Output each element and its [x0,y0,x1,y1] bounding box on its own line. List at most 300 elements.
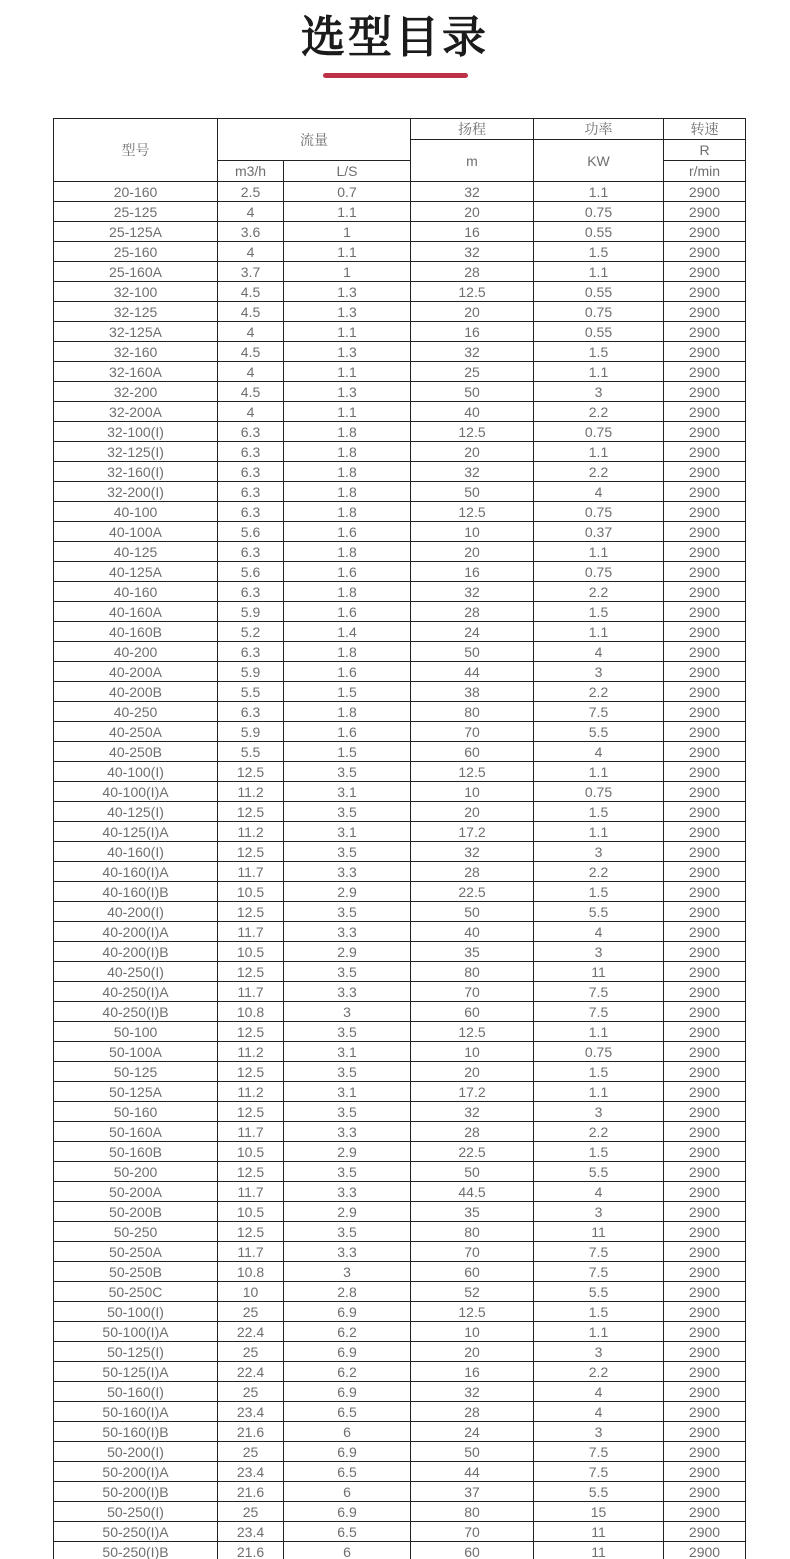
cell-flow-m3h: 4.5 [218,342,284,362]
cell-flow-m3h: 10.5 [218,942,284,962]
cell-flow-m3h: 11.2 [218,822,284,842]
cell-model: 50-160A [54,1122,218,1142]
cell-model: 32-100(I) [54,422,218,442]
cell-flow-ls: 1.3 [284,302,411,322]
cell-head: 50 [411,1442,534,1462]
cell-power: 5.5 [534,1162,664,1182]
cell-flow-ls: 1.8 [284,462,411,482]
cell-speed: 2900 [664,562,746,582]
cell-power: 1.1 [534,362,664,382]
cell-head: 40 [411,922,534,942]
cell-flow-ls: 6 [284,1542,411,1559]
cell-power: 1.1 [534,182,664,202]
header-head-unit: m [411,140,534,182]
cell-power: 7.5 [534,1462,664,1482]
cell-power: 1.1 [534,1322,664,1342]
cell-power: 2.2 [534,1122,664,1142]
cell-model: 40-160(I) [54,842,218,862]
cell-power: 7.5 [534,1002,664,1022]
cell-head: 60 [411,1002,534,1022]
cell-speed: 2900 [664,1162,746,1182]
cell-head: 50 [411,642,534,662]
cell-head: 50 [411,902,534,922]
cell-power: 1.5 [534,242,664,262]
cell-head: 17.2 [411,822,534,842]
table-row [54,462,746,482]
cell-power: 1.5 [534,1062,664,1082]
cell-flow-ls: 3.5 [284,1222,411,1242]
table-row [54,882,746,902]
cell-model: 50-160(I)B [54,1422,218,1442]
cell-flow-m3h: 22.4 [218,1362,284,1382]
table-row [54,642,746,662]
cell-model: 50-200A [54,1182,218,1202]
cell-power: 4 [534,482,664,502]
cell-speed: 2900 [664,782,746,802]
cell-head: 17.2 [411,1082,534,1102]
cell-head: 20 [411,1342,534,1362]
table-row [54,502,746,522]
cell-head: 20 [411,802,534,822]
cell-head: 60 [411,1262,534,1282]
cell-model: 50-160(I)A [54,1402,218,1422]
table-row [54,442,746,462]
table-row [54,1542,746,1559]
cell-flow-ls: 1.6 [284,602,411,622]
cell-flow-m3h: 2.5 [218,182,284,202]
cell-power: 1.5 [534,1142,664,1162]
cell-speed: 2900 [664,1502,746,1522]
cell-power: 1.1 [534,542,664,562]
cell-power: 1.1 [534,822,664,842]
cell-power: 1.1 [534,442,664,462]
cell-flow-ls: 3 [284,1262,411,1282]
cell-flow-ls: 1.8 [284,442,411,462]
cell-flow-m3h: 12.5 [218,1222,284,1242]
table-row [54,402,746,422]
header-speed-unit: r/min [664,161,746,182]
cell-power: 5.5 [534,1482,664,1502]
cell-speed: 2900 [664,1182,746,1202]
cell-flow-m3h: 11.7 [218,1242,284,1262]
cell-flow-ls: 1.6 [284,522,411,542]
cell-model: 50-250A [54,1242,218,1262]
cell-speed: 2900 [664,822,746,842]
cell-model: 40-250B [54,742,218,762]
cell-power: 1.1 [534,1082,664,1102]
cell-power: 15 [534,1502,664,1522]
cell-head: 12.5 [411,502,534,522]
cell-flow-ls: 3.3 [284,982,411,1002]
cell-power: 0.75 [534,1042,664,1062]
cell-head: 70 [411,982,534,1002]
cell-head: 80 [411,1502,534,1522]
cell-speed: 2900 [664,522,746,542]
table-row [54,1302,746,1322]
cell-model: 50-250 [54,1222,218,1242]
cell-head: 40 [411,402,534,422]
cell-flow-m3h: 12.5 [218,1022,284,1042]
cell-flow-m3h: 11.7 [218,982,284,1002]
table-row [54,1402,746,1422]
cell-head: 12.5 [411,282,534,302]
table-row [54,482,746,502]
cell-flow-m3h: 10 [218,1282,284,1302]
cell-flow-ls: 1.1 [284,202,411,222]
cell-flow-ls: 6 [284,1422,411,1442]
cell-flow-ls: 3.3 [284,1242,411,1262]
cell-flow-ls: 1.5 [284,682,411,702]
table-row [54,722,746,742]
cell-power: 1.1 [534,622,664,642]
cell-head: 32 [411,842,534,862]
cell-flow-m3h: 5.6 [218,562,284,582]
cell-model: 32-200A [54,402,218,422]
cell-flow-ls: 2.9 [284,1142,411,1162]
cell-flow-m3h: 23.4 [218,1522,284,1542]
cell-flow-m3h: 10.5 [218,882,284,902]
cell-speed: 2900 [664,862,746,882]
cell-power: 0.55 [534,322,664,342]
table-row [54,1482,746,1502]
table-row [54,802,746,822]
cell-speed: 2900 [664,482,746,502]
cell-power: 4 [534,922,664,942]
cell-flow-ls: 3.5 [284,842,411,862]
cell-flow-ls: 6.9 [284,1442,411,1462]
cell-flow-m3h: 5.6 [218,522,284,542]
cell-speed: 2900 [664,742,746,762]
cell-flow-m3h: 6.3 [218,482,284,502]
cell-flow-ls: 2.9 [284,1202,411,1222]
cell-flow-ls: 3 [284,1002,411,1022]
cell-speed: 2900 [664,262,746,282]
table-row [54,562,746,582]
table-row [54,1502,746,1522]
cell-head: 12.5 [411,422,534,442]
cell-speed: 2900 [664,1222,746,1242]
cell-flow-m3h: 6.3 [218,422,284,442]
cell-flow-ls: 1.8 [284,422,411,442]
cell-flow-m3h: 12.5 [218,762,284,782]
cell-flow-m3h: 12.5 [218,1102,284,1122]
cell-power: 0.75 [534,202,664,222]
cell-speed: 2900 [664,582,746,602]
cell-head: 12.5 [411,1302,534,1322]
cell-power: 2.2 [534,402,664,422]
cell-flow-m3h: 6.3 [218,442,284,462]
cell-model: 40-125(I)A [54,822,218,842]
cell-flow-m3h: 4.5 [218,382,284,402]
cell-flow-m3h: 6.3 [218,502,284,522]
table-row [54,1422,746,1442]
cell-power: 3 [534,382,664,402]
cell-model: 40-250(I)B [54,1002,218,1022]
table-row [54,1042,746,1062]
cell-power: 11 [534,1542,664,1559]
cell-speed: 2900 [664,922,746,942]
table-body [54,182,746,1559]
cell-flow-m3h: 5.9 [218,602,284,622]
cell-head: 20 [411,1062,534,1082]
header-flow-ls: L/S [284,161,411,182]
table-row [54,1162,746,1182]
cell-flow-ls: 1.3 [284,282,411,302]
cell-power: 0.37 [534,522,664,542]
cell-flow-ls: 3.5 [284,902,411,922]
cell-power: 11 [534,1222,664,1242]
table-row [54,782,746,802]
cell-speed: 2900 [664,982,746,1002]
cell-power: 1.5 [534,1302,664,1322]
cell-power: 0.75 [534,502,664,522]
cell-speed: 2900 [664,1462,746,1482]
cell-model: 40-160 [54,582,218,602]
cell-head: 24 [411,622,534,642]
cell-speed: 2900 [664,222,746,242]
cell-flow-ls: 3.5 [284,802,411,822]
table-row [54,922,746,942]
header-model: 型号 [54,119,218,182]
table-row [54,1522,746,1542]
cell-speed: 2900 [664,1542,746,1559]
cell-flow-ls: 1.6 [284,722,411,742]
cell-speed: 2900 [664,322,746,342]
cell-flow-ls: 1.8 [284,642,411,662]
cell-head: 28 [411,262,534,282]
table-row [54,1322,746,1342]
cell-flow-m3h: 25 [218,1502,284,1522]
table-row [54,702,746,722]
cell-power: 3 [534,1342,664,1362]
cell-speed: 2900 [664,462,746,482]
cell-flow-m3h: 3.7 [218,262,284,282]
cell-speed: 2900 [664,302,746,322]
cell-speed: 2900 [664,1282,746,1302]
cell-speed: 2900 [664,1382,746,1402]
cell-flow-ls: 1.3 [284,342,411,362]
cell-head: 20 [411,202,534,222]
header-flow-m3h: m3/h [218,161,284,182]
cell-model: 40-200A [54,662,218,682]
cell-flow-m3h: 4 [218,362,284,382]
table-row [54,182,746,202]
cell-speed: 2900 [664,962,746,982]
cell-head: 38 [411,682,534,702]
cell-flow-ls: 1.1 [284,322,411,342]
cell-speed: 2900 [664,1322,746,1342]
cell-flow-m3h: 23.4 [218,1402,284,1422]
cell-head: 10 [411,782,534,802]
cell-model: 50-125(I)A [54,1362,218,1382]
cell-flow-m3h: 4 [218,322,284,342]
cell-head: 35 [411,942,534,962]
cell-head: 16 [411,562,534,582]
cell-speed: 2900 [664,902,746,922]
cell-speed: 2900 [664,1262,746,1282]
cell-flow-ls: 3.3 [284,862,411,882]
cell-head: 22.5 [411,882,534,902]
cell-model: 40-200 [54,642,218,662]
cell-speed: 2900 [664,722,746,742]
cell-head: 50 [411,382,534,402]
cell-speed: 2900 [664,1102,746,1122]
cell-flow-ls: 6.9 [284,1382,411,1402]
table-row [54,1462,746,1482]
cell-model: 50-200(I)A [54,1462,218,1482]
cell-flow-ls: 1.8 [284,582,411,602]
cell-power: 5.5 [534,902,664,922]
cell-speed: 2900 [664,842,746,862]
cell-flow-ls: 0.7 [284,182,411,202]
cell-model: 25-125 [54,202,218,222]
cell-flow-ls: 2.9 [284,942,411,962]
table-header [54,119,746,182]
cell-flow-m3h: 11.7 [218,1122,284,1142]
cell-speed: 2900 [664,642,746,662]
cell-head: 32 [411,242,534,262]
cell-model: 50-200 [54,1162,218,1182]
cell-power: 1.1 [534,262,664,282]
cell-flow-m3h: 12.5 [218,902,284,922]
cell-power: 2.2 [534,462,664,482]
cell-power: 0.75 [534,302,664,322]
table-row [54,682,746,702]
table-row [54,982,746,1002]
cell-power: 4 [534,1402,664,1422]
cell-flow-m3h: 21.6 [218,1542,284,1559]
cell-speed: 2900 [664,1202,746,1222]
cell-power: 7.5 [534,702,664,722]
cell-flow-m3h: 10.5 [218,1142,284,1162]
cell-flow-m3h: 4 [218,202,284,222]
table-row [54,1222,746,1242]
cell-flow-m3h: 11.7 [218,862,284,882]
table-row [54,842,746,862]
table-row [54,862,746,882]
cell-head: 37 [411,1482,534,1502]
cell-model: 25-160A [54,262,218,282]
cell-power: 2.2 [534,1362,664,1382]
cell-flow-ls: 3.5 [284,1162,411,1182]
cell-model: 32-100 [54,282,218,302]
header-power-unit: KW [534,140,664,182]
cell-power: 11 [534,1522,664,1542]
cell-flow-m3h: 11.7 [218,1182,284,1202]
cell-flow-m3h: 4 [218,402,284,422]
table-row [54,1242,746,1262]
cell-power: 0.75 [534,562,664,582]
cell-flow-m3h: 11.2 [218,1042,284,1062]
cell-model: 40-250(I)A [54,982,218,1002]
table-row [54,222,746,242]
cell-power: 4 [534,642,664,662]
cell-head: 32 [411,1382,534,1402]
cell-model: 40-125(I) [54,802,218,822]
cell-head: 60 [411,1542,534,1559]
cell-flow-m3h: 4.5 [218,302,284,322]
cell-speed: 2900 [664,442,746,462]
cell-flow-ls: 3.1 [284,782,411,802]
cell-power: 3 [534,1422,664,1442]
cell-speed: 2900 [664,702,746,722]
cell-flow-m3h: 10.5 [218,1202,284,1222]
cell-flow-ls: 1 [284,222,411,242]
cell-power: 7.5 [534,1262,664,1282]
cell-flow-m3h: 3.6 [218,222,284,242]
cell-flow-ls: 1 [284,262,411,282]
table-row [54,962,746,982]
cell-flow-m3h: 22.4 [218,1322,284,1342]
cell-head: 28 [411,1402,534,1422]
table-row [54,1062,746,1082]
cell-head: 10 [411,1322,534,1342]
cell-flow-ls: 1.5 [284,742,411,762]
cell-model: 50-125 [54,1062,218,1082]
cell-model: 50-250(I)A [54,1522,218,1542]
table-row [54,1362,746,1382]
cell-model: 50-200B [54,1202,218,1222]
cell-flow-ls: 6.5 [284,1522,411,1542]
cell-model: 32-160 [54,342,218,362]
cell-power: 1.1 [534,1022,664,1042]
table-row [54,1182,746,1202]
cell-flow-m3h: 6.3 [218,642,284,662]
cell-speed: 2900 [664,762,746,782]
cell-power: 2.2 [534,682,664,702]
cell-flow-m3h: 12.5 [218,1162,284,1182]
cell-head: 70 [411,1522,534,1542]
cell-head: 35 [411,1202,534,1222]
cell-power: 1.5 [534,342,664,362]
cell-speed: 2900 [664,1002,746,1022]
cell-head: 32 [411,1102,534,1122]
cell-flow-ls: 6.5 [284,1402,411,1422]
cell-speed: 2900 [664,1482,746,1502]
table-row [54,1442,746,1462]
cell-power: 2.2 [534,582,664,602]
table-row [54,282,746,302]
cell-power: 1.5 [534,882,664,902]
table-row [54,302,746,322]
cell-model: 25-160 [54,242,218,262]
cell-flow-m3h: 12.5 [218,962,284,982]
cell-head: 70 [411,1242,534,1262]
cell-speed: 2900 [664,342,746,362]
cell-power: 5.5 [534,1282,664,1302]
page-title: 选型目录 [301,13,489,62]
cell-head: 70 [411,722,534,742]
table-row [54,1122,746,1142]
header-flow: 流量 [218,119,411,161]
table-row [54,622,746,642]
cell-speed: 2900 [664,1082,746,1102]
cell-speed: 2900 [664,1042,746,1062]
table-row [54,1262,746,1282]
cell-model: 50-100 [54,1022,218,1042]
cell-power: 3 [534,942,664,962]
table-row [54,742,746,762]
cell-flow-ls: 1.8 [284,702,411,722]
cell-model: 40-100(I)A [54,782,218,802]
cell-power: 5.5 [534,722,664,742]
cell-flow-ls: 3.3 [284,1122,411,1142]
cell-power: 0.55 [534,282,664,302]
cell-model: 32-160(I) [54,462,218,482]
cell-model: 32-125A [54,322,218,342]
cell-head: 80 [411,962,534,982]
cell-model: 40-250A [54,722,218,742]
